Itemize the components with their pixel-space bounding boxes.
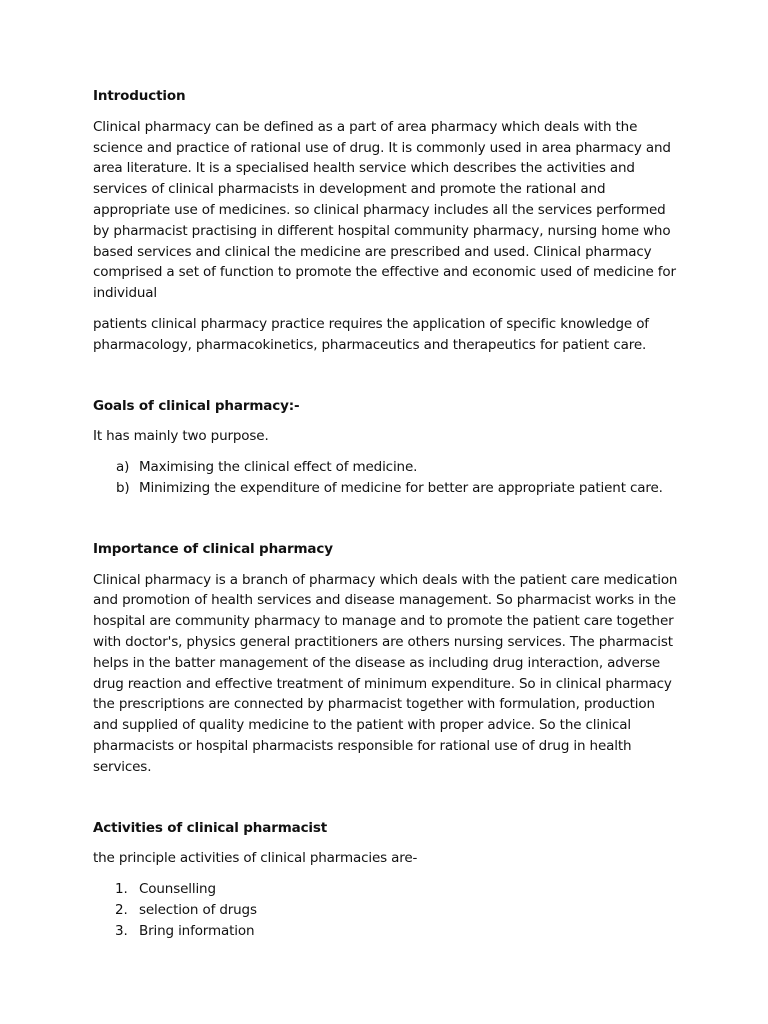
introduction-heading: Introduction [93, 88, 186, 104]
activities-intro: the principle activities of clinical pharmacies are- [93, 850, 418, 867]
list-item-text: selection of drugs [139, 901, 257, 918]
list-item-text: Minimizing the expenditure of medicine for better are appropriate patient care. [139, 479, 663, 496]
list-item [93, 457, 683, 478]
activities-list [93, 879, 683, 941]
document-page [93, 86, 683, 952]
introduction-paragraph-2: patients clinical pharmacy practice requires the application of specific knowledge of pharmacology, pharmacokinetics, pharmaceutics and therapeutics for patient care. [93, 315, 649, 353]
list-item [93, 478, 683, 499]
importance-heading: Importance of clinical pharmacy [93, 540, 333, 557]
list-item [93, 879, 683, 900]
introduction-paragraph-1: Clinical pharmacy can be defined as a part of area pharmacy which deals with the science and practice of rational use of drug. It is commonly used in area pharmacy and area literature. It is a specialised health service which describes the activities and services of clinical pharmacists in development and promote the rational and appropriate use of medicines. so clinical pharmacy includes all the services performed by pharmacist practising in different hospital community pharmacy, nursing home who based services and clinical the medicine are prescribed and used. Clinical pharmacy comprised a set of function to promote the effective and economic used of medicine for individual [93, 118, 676, 302]
goals-list [93, 457, 683, 499]
list-marker: a) [116, 459, 130, 476]
list-marker: 2. [115, 901, 128, 918]
importance-paragraph: Clinical pharmacy is a branch of pharmacy which deals with the patient care medication and promotion of health services and disease management. So pharmacist works in the hospital are community pharmacy to manage and to promote the patient care together with doctor's, physics general practitioners are others nursing services. The pharmacist helps in the batter management of the disease as including drug interaction, adverse drug reaction and effective treatment of minimum expenditure. So in clinical pharmacy the prescriptions are connected by pharmacist together with formulation, production and supplied of quality medicine to the patient with proper advice. So the clinical pharmacists or hospital pharmacists responsible for rational use of drug in health services. [93, 571, 678, 775]
section-spacer [93, 788, 683, 818]
section-spacer [93, 509, 683, 539]
list-marker: 1. [115, 881, 128, 898]
list-marker: 3. [115, 922, 128, 939]
list-item [93, 900, 683, 921]
list-item [93, 921, 683, 942]
goals-intro: It has mainly two purpose. [93, 428, 269, 445]
list-item-text: Counselling [139, 881, 216, 898]
goals-heading: Goals of clinical pharmacy:- [93, 397, 300, 414]
list-marker: b) [116, 479, 130, 496]
list-item-text: Maximising the clinical effect of medicine. [139, 459, 418, 476]
list-item-text: Bring information [139, 922, 255, 939]
section-spacer [93, 366, 683, 396]
activities-heading: Activities of clinical pharmacist [93, 819, 328, 836]
